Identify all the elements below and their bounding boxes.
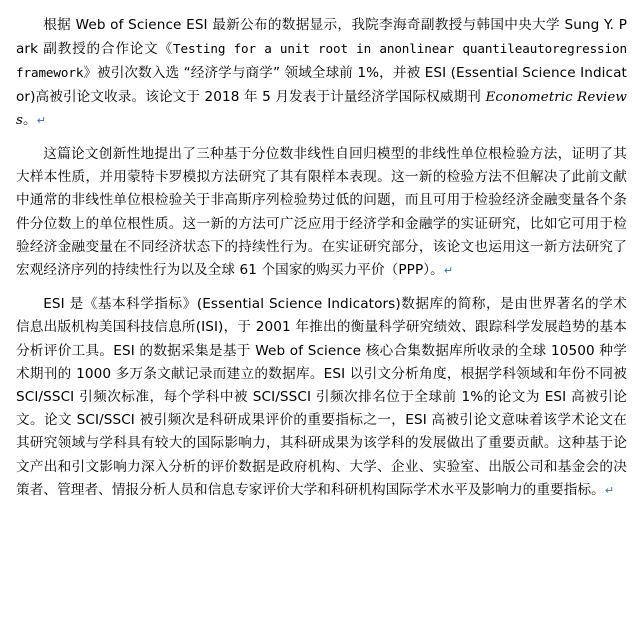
paper-title-latin: Testing for a unit root in anonlinear quantileautoregression framework [16, 41, 627, 81]
document-body [16, 14, 627, 502]
paragraph-mark-icon: ↵ [604, 483, 615, 497]
paragraph-mark-icon: ↵ [443, 264, 454, 278]
paragraph-mark-icon: ↵ [36, 113, 47, 127]
paragraph-text: ESI 是《基本科学指标》(Essential Science Indicators)数据库的简称，是由世界著名的学术信息出版机构美国科技信息所(ISI)，于 2001 年推出的衡量科学研究绩效、跟踪科学发展趋势的基本分析评价工具。ESI 的数据采集是基于 Web of Science 核心合集数据库所收录的全球 10500 种学术期刊的 1000 多万条文献记录而建立的数据库。ESI 以引文分析角度，根据学科领域和年份不同被 SCI/SSCI 引频次标准，每个学科中被 SCI/SSCI 引频次排名位于全球前 1%的论文为 ESI 高被引论文。论文 SCI/SSCI 被引频次是科研成果评价的重要指标之一，ESI 高被引论文意味着该学术论文在其研究领域与学科具有较大的国际影响力，其科研成果为该学科的发展做出了重要贡献。这种基于论文产出和引文影响力深入分析的评价数据是政府机构、大学、企业、实验室、出版公司和基金会的决策者、管理者、情报分析人员和信息专家评价大学和科研机构国际学术水平及影响力的重要指标。 [16, 296, 627, 498]
paragraph [16, 14, 627, 132]
paragraph [16, 293, 627, 502]
paragraph-text: 这篇论文创新性地提出了三种基于分位数非线性自回归模型的非线性单位根检验方法，证明了其大样本性质，并用蒙特卡罗模拟方法研究了其有限样本表现。这一新的检验方法不但解决了此前文献中通常的非线性单位根检验关于非高斯序列检验势过低的问题，而且可用于检验经济金融变量各个条件分位数上的单位根性质。这一新的方法可广泛应用于经济学和金融学的实证研究，比如它可用于检验经济金融变量在不同经济状态下的持续性行为。在实证研究部分，该论文也运用这一新方法研究了宏观经济序列的持续性行为以及全球 61 个国家的购买力平价（PPP）。 [16, 146, 627, 279]
paragraph-text: 。 [22, 111, 37, 128]
journal-name: Econometric Reviews [16, 89, 627, 128]
paragraph-text: 》被引次数入选 “经济学与商学” 领域全球前 1%，并被 ESI (Essential Science Indicator)高被引论文收录。该论文于 2018 年 5 月发表于计量经济学国际权威期刊 [16, 65, 627, 105]
paragraph-text: 根据 Web of Science ESI 最新公布的数据显示，我院李海奇副教授与韩国中央大学 Sung Y. Park 副教授的合作论文《 [16, 17, 627, 58]
paragraph [16, 143, 627, 282]
